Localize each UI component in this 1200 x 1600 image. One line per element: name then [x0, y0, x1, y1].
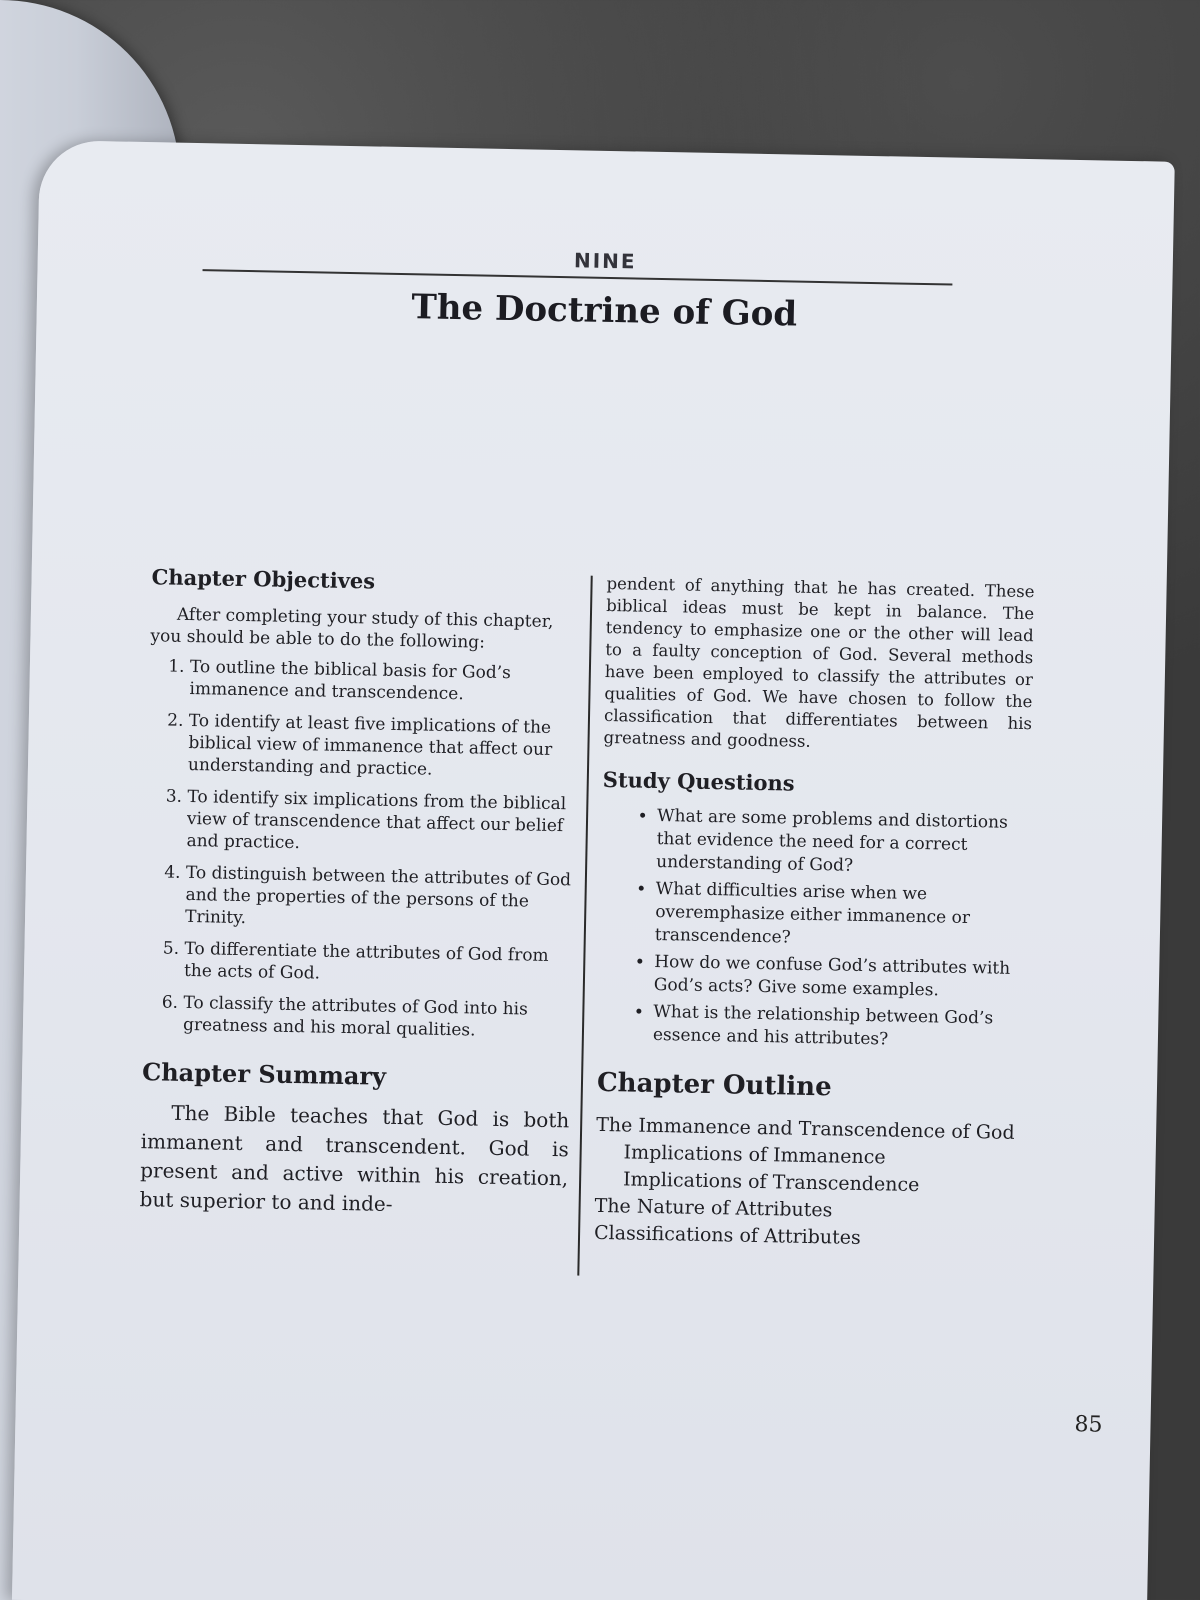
column-divider [577, 576, 592, 1276]
book-page [12, 140, 1175, 1600]
summary-text-continued: pendent of anything that he has created. These biblical ideas must be kept in balance. The tendency to emphasize one or the other will lead to a faulty conception of God. Several methods have been employed to classify the attributes or qualities of God. We have chosen to follow the classification that differentiates between his greatness and goodness. [603, 573, 1035, 751]
page-number: 85 [1074, 1412, 1103, 1438]
chapter-title: The Doctrine of God [411, 287, 798, 335]
objective-item: 2. To identify at least five implications of the biblical view of immanence that affect our understanding and practice. [188, 710, 577, 783]
objective-item: 4. To distinguish between the attributes of God and the properties of the persons of the Trinity. [185, 862, 574, 935]
objective-item: 3. To identify six implications from the biblical view of transcendence that affect our belief and practice. [186, 786, 575, 859]
study-questions-heading: Study Questions [602, 766, 795, 796]
outline-heading: Chapter Outline [596, 1067, 832, 1103]
chapter-number: NINE [573, 248, 637, 274]
objective-item: 1. To outline the biblical basis for God’s immanence and transcendence. [189, 656, 578, 707]
objectives-intro: After completing your study of this chapter, you should be able to do the following: [150, 604, 554, 653]
study-question-item: • How do we confuse God’s attributes with God’s acts? Give some examples. [654, 951, 1028, 1004]
left-column [139, 564, 579, 1222]
study-questions-list [598, 804, 1031, 1054]
study-question-item: • What difficulties arise when we overemphasize either immanence or transcendence? [655, 878, 1029, 954]
outline-item: Implications of Transcendence [622, 1168, 920, 1197]
outline-item: The Nature of Attributes [594, 1194, 833, 1222]
summary-heading: Chapter Summary [141, 1057, 387, 1091]
objective-item: 5. To differentiate the attributes of God from the acts of God. [184, 938, 573, 989]
outline-item: Classifications of Attributes [593, 1221, 861, 1249]
study-question-item: • What is the relationship between God’s essence and his attributes? [653, 1001, 1027, 1054]
right-column [594, 573, 1035, 1255]
study-question-item: • What are some problems and distortions that evidence the need for a correct understanding of God? [656, 805, 1030, 881]
outline-item: Implications of Immanence [623, 1141, 886, 1169]
summary-text-start: The Bible teaches that God is both immanent and transcendent. God is present and active within his creation, but superior to and inde- [139, 1100, 570, 1216]
objectives-heading: Chapter Objectives [151, 564, 376, 594]
outline-item: The Immanence and Transcendence of God [595, 1113, 1015, 1144]
objectives-list [143, 655, 578, 1043]
objective-item: 6. To classify the attributes of God into his greatness and his moral qualities. [183, 992, 572, 1043]
